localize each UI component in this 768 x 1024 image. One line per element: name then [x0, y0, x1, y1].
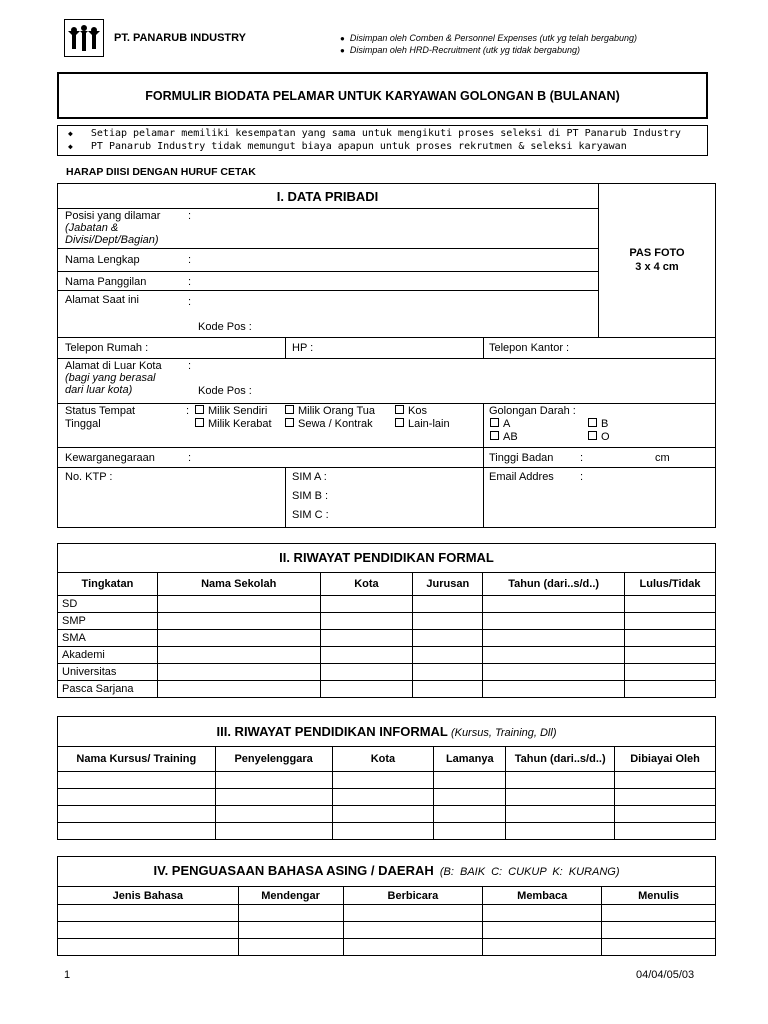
- table-row[interactable]: SMP: [58, 613, 716, 630]
- blood-option-ab[interactable]: AB: [490, 431, 518, 443]
- section4-title: IV. PENGUASAAN BAHASA ASING / DAERAH (B: BAIK C: CUKUP K: KURANG): [153, 863, 620, 878]
- table-row[interactable]: SMA: [58, 630, 716, 647]
- instruction-text: HARAP DIISI DENGAN HURUF CETAK: [66, 166, 256, 178]
- section2-title: II. RIWAYAT PENDIDIKAN FORMAL: [279, 550, 494, 565]
- header-note-1: ● Disimpan oleh Comben & Personnel Expenses (utk yg telah bergabung): [340, 33, 638, 43]
- info-line-2: ◆ PT Panarub Industry tidak memungut biaya apapun untuk proses rekrutmen & seleksi karyawan: [68, 141, 627, 152]
- table-row[interactable]: [58, 772, 716, 789]
- blood-option-a[interactable]: A: [490, 418, 510, 430]
- company-name: PT. PANARUB INDUSTRY: [114, 32, 247, 44]
- email-label: Email Addres: [489, 471, 554, 483]
- table-row[interactable]: Universitas: [58, 664, 716, 681]
- option-sewa-kontrak[interactable]: Sewa / Kontrak: [285, 418, 373, 430]
- telepon-kantor-label: Telepon Kantor :: [489, 342, 570, 354]
- table-row[interactable]: Akademi: [58, 647, 716, 664]
- tinggi-badan-label: Tinggi Badan: [489, 452, 554, 464]
- table-row[interactable]: [58, 806, 716, 823]
- sim-b-label: SIM B :: [292, 490, 329, 502]
- informal-education-table: [57, 746, 716, 840]
- option-lain-lain[interactable]: Lain-lain: [395, 418, 450, 430]
- table-header-row: Jenis Bahasa Mendengar Berbicara Membaca Menulis: [58, 887, 716, 905]
- option-kos[interactable]: Kos: [395, 405, 427, 417]
- option-milik-orang-tua[interactable]: Milik Orang Tua: [285, 405, 375, 417]
- table-row[interactable]: [58, 922, 716, 939]
- posisi-label: Posisi yang dilamar (Jabatan & Divisi/Dept/Bagian): [65, 210, 161, 246]
- status-label: Status Tempat Tinggal: [65, 405, 136, 430]
- option-milik-kerabat[interactable]: Milik Kerabat: [195, 418, 272, 430]
- table-row[interactable]: [58, 905, 716, 922]
- nama-lengkap-label: Nama Lengkap: [65, 254, 140, 266]
- sim-a-label: SIM A :: [292, 471, 327, 483]
- table-row[interactable]: Pasca Sarjana: [58, 681, 716, 698]
- header-note-2: ● Disimpan oleh HRD-Recruitment (utk yg tidak bergabung): [340, 45, 580, 55]
- language-table: [57, 886, 716, 956]
- nama-panggilan-label: Nama Panggilan: [65, 276, 147, 288]
- info-line-1: ◆ Setiap pelamar memiliki kesempatan yang sama untuk mengikuti proses seleksi di PT Panarub Industry: [68, 128, 681, 139]
- alamat-luar-label: Alamat di Luar Kota (bagi yang berasal dari luar kota): [65, 360, 162, 396]
- company-logo: [64, 19, 104, 57]
- golongan-darah-label: Golongan Darah :: [489, 405, 576, 417]
- ktp-label: No. KTP :: [65, 471, 113, 483]
- table-row[interactable]: [58, 789, 716, 806]
- document-code: 04/04/05/03: [636, 969, 695, 981]
- alamat-label: Alamat Saat ini: [65, 294, 139, 306]
- table-header-row: Nama Kursus/ Training Penyelenggara Kota Lamanya Tahun (dari..s/d..) Dibiayai Oleh: [58, 747, 716, 772]
- option-milik-sendiri[interactable]: Milik Sendiri: [195, 405, 267, 417]
- formal-education-table: [57, 572, 716, 698]
- form-title: FORMULIR BIODATA PELAMAR UNTUK KARYAWAN GOLONGAN B (BULANAN): [145, 89, 620, 103]
- cm-unit: cm: [655, 452, 670, 464]
- section3-title: III. RIWAYAT PENDIDIKAN INFORMAL (Kursus, Training, Dll): [216, 724, 557, 739]
- kode-pos-label-1: Kode Pos :: [198, 321, 252, 333]
- table-row[interactable]: [58, 939, 716, 956]
- table-header-row: Tingkatan Nama Sekolah Kota Jurusan Tahun (dari..s/d..) Lulus/Tidak: [58, 573, 716, 596]
- telepon-rumah-label: Telepon Rumah :: [65, 342, 149, 354]
- blood-option-o[interactable]: O: [588, 431, 610, 443]
- page-number: 1: [64, 969, 71, 981]
- hp-label: HP :: [292, 342, 314, 354]
- kewarganegaraan-label: Kewarganegaraan: [65, 452, 155, 464]
- blood-option-b[interactable]: B: [588, 418, 608, 430]
- sim-c-label: SIM C :: [292, 509, 329, 521]
- table-row[interactable]: SD: [58, 596, 716, 613]
- table-row[interactable]: [58, 823, 716, 840]
- section1-title: I. DATA PRIBADI: [276, 189, 379, 204]
- kode-pos-label-2: Kode Pos :: [198, 385, 252, 397]
- photo-label: PAS FOTO 3 x 4 cm: [629, 247, 685, 273]
